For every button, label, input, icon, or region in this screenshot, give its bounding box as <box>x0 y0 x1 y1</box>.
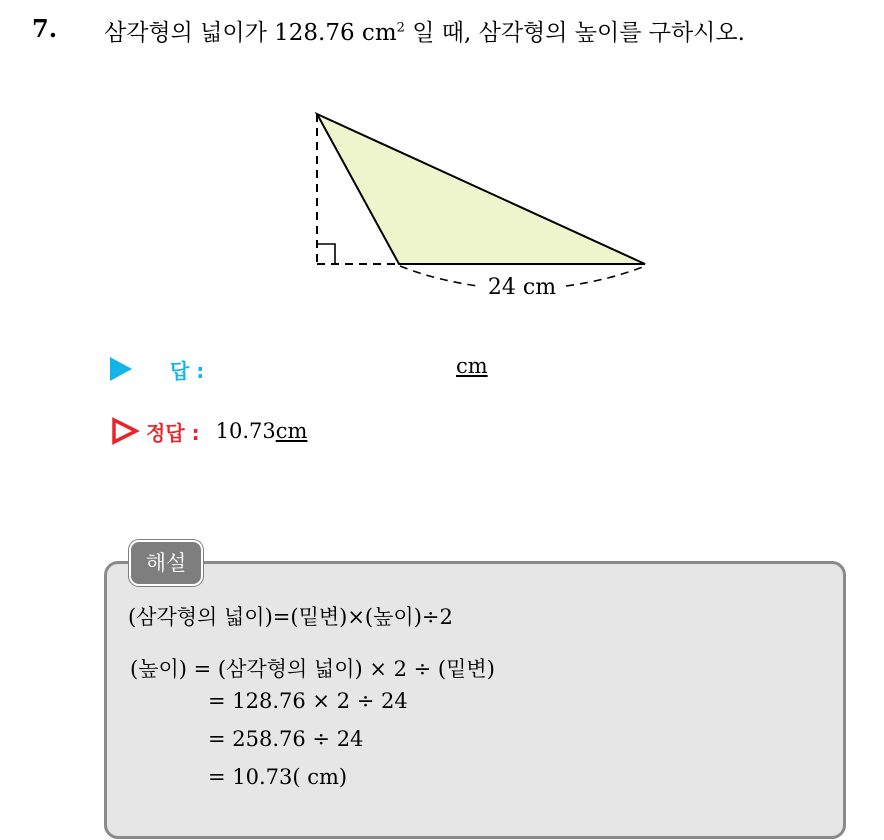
base-length-label: 24 cm <box>487 275 557 300</box>
question-number: 7. <box>32 14 58 43</box>
right-angle-marker <box>317 244 335 264</box>
base-brace-left <box>400 266 478 286</box>
play-outline-icon <box>110 417 140 445</box>
answer-row <box>110 352 204 386</box>
solution-line-1: (삼각형의 넓이)=(밑변)×(높이)÷2 <box>128 605 453 629</box>
correct-answer-value: 10.73 <box>215 419 276 443</box>
correct-answer-unit: cm <box>275 419 308 443</box>
play-filled-icon <box>110 357 132 381</box>
question-text <box>104 14 745 47</box>
solution-line-2: (높이) = (삼각형의 넓이) × 2 ÷ (밑변) <box>130 657 495 681</box>
unit-superscript: 2 <box>396 20 405 36</box>
triangle-shape <box>317 114 645 264</box>
triangle-figure <box>300 100 660 310</box>
correct-answer-row <box>110 413 307 449</box>
solution-tab: 해설 <box>129 540 203 586</box>
answer-unit: cm <box>456 354 488 378</box>
question-text-end: 일 때, 삼각형의 높이를 구하시오. <box>404 20 745 46</box>
solution-line-5: = 10.73( cm) <box>208 765 348 789</box>
answer-label: 답 : <box>170 358 205 383</box>
solution-line-4: = 258.76 ÷ 24 <box>208 727 364 751</box>
base-brace-right <box>566 266 645 286</box>
solution-line-3: = 128.76 × 2 ÷ 24 <box>208 689 408 713</box>
correct-answer-label: 정답 : <box>146 420 200 445</box>
question-text-main: 삼각형의 넓이가 128.76 cm <box>104 20 397 46</box>
